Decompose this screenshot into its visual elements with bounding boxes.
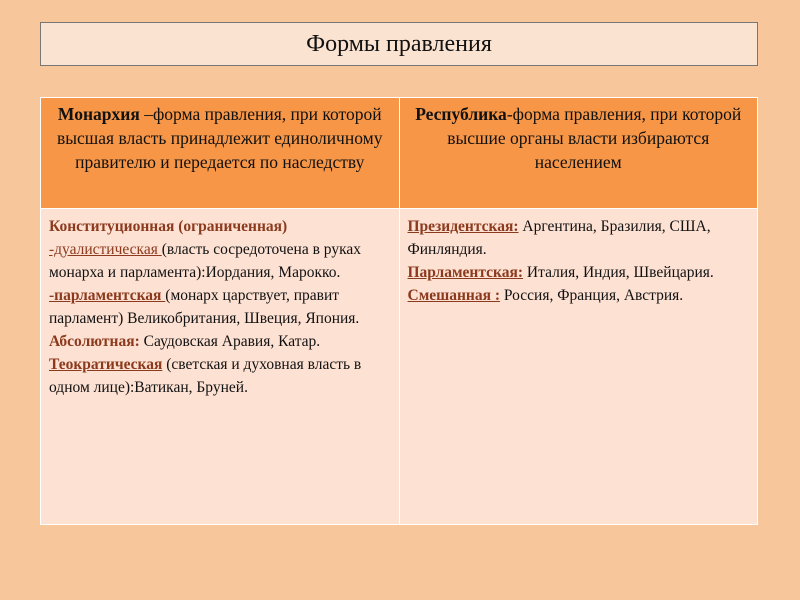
monarchy-header (41, 98, 400, 209)
slide-title-text: Формы правления (306, 30, 492, 57)
parliamentary-republic-label: Парламентская: (407, 264, 524, 281)
table-header-row (41, 98, 758, 209)
theocratic-monarchy-entry (49, 353, 389, 399)
republic-term: Республика (415, 104, 507, 124)
absolute-label: Абсолютная: (49, 333, 140, 350)
parliamentary-monarchy-text: (монарх царствует, правит парламент) Великобритания, Швеция, Япония. (49, 287, 360, 327)
parliamentary-monarchy-entry (49, 284, 389, 330)
monarchy-definition: –форма правления, при которой высшая власть принадлежит единоличному правителю и передается по наследству (57, 104, 383, 172)
dualistic-text: (власть сосредоточена в руках монарха и парламента):Иордания, Марокко. (49, 241, 362, 281)
mixed-label: Смешанная : (407, 287, 501, 304)
theocratic-text: (светская и духовная власть в одном лице):Ватикан, Бруней. (49, 356, 362, 396)
presidential-label: Президентская: (407, 218, 519, 235)
government-forms-table (40, 97, 758, 525)
presidential-text: Аргентина, Бразилия, США, Финляндия. (407, 218, 711, 258)
republic-definition: -форма правления, при которой высшие органы власти избираются населением (447, 104, 742, 172)
absolute-text: Саудовская Аравия, Катар. (139, 333, 321, 350)
theocratic-label: Теократическая (49, 356, 163, 373)
monarchy-types-cell (41, 209, 400, 525)
mixed-republic-entry (408, 284, 748, 307)
republic-types-cell (399, 209, 758, 525)
republic-header (399, 98, 758, 209)
absolute-monarchy-entry (49, 330, 389, 353)
monarchy-term: Монархия (57, 104, 140, 124)
parliamentary-republic-text: Италия, Индия, Швейцария. (523, 264, 714, 281)
dualistic-label: -дуалистическая (49, 241, 162, 258)
constitutional-monarchy-label: Конституционная (ограниченная) (49, 218, 288, 235)
mixed-text: Россия, Франция, Австрия. (500, 287, 684, 304)
table-body-row (41, 209, 758, 525)
parliamentary-monarchy-label: -парламентская (49, 287, 166, 304)
parliamentary-republic-entry (408, 261, 748, 284)
slide-title (40, 22, 758, 66)
presidential-republic-entry (408, 215, 748, 261)
dualistic-monarchy-entry (49, 238, 389, 284)
